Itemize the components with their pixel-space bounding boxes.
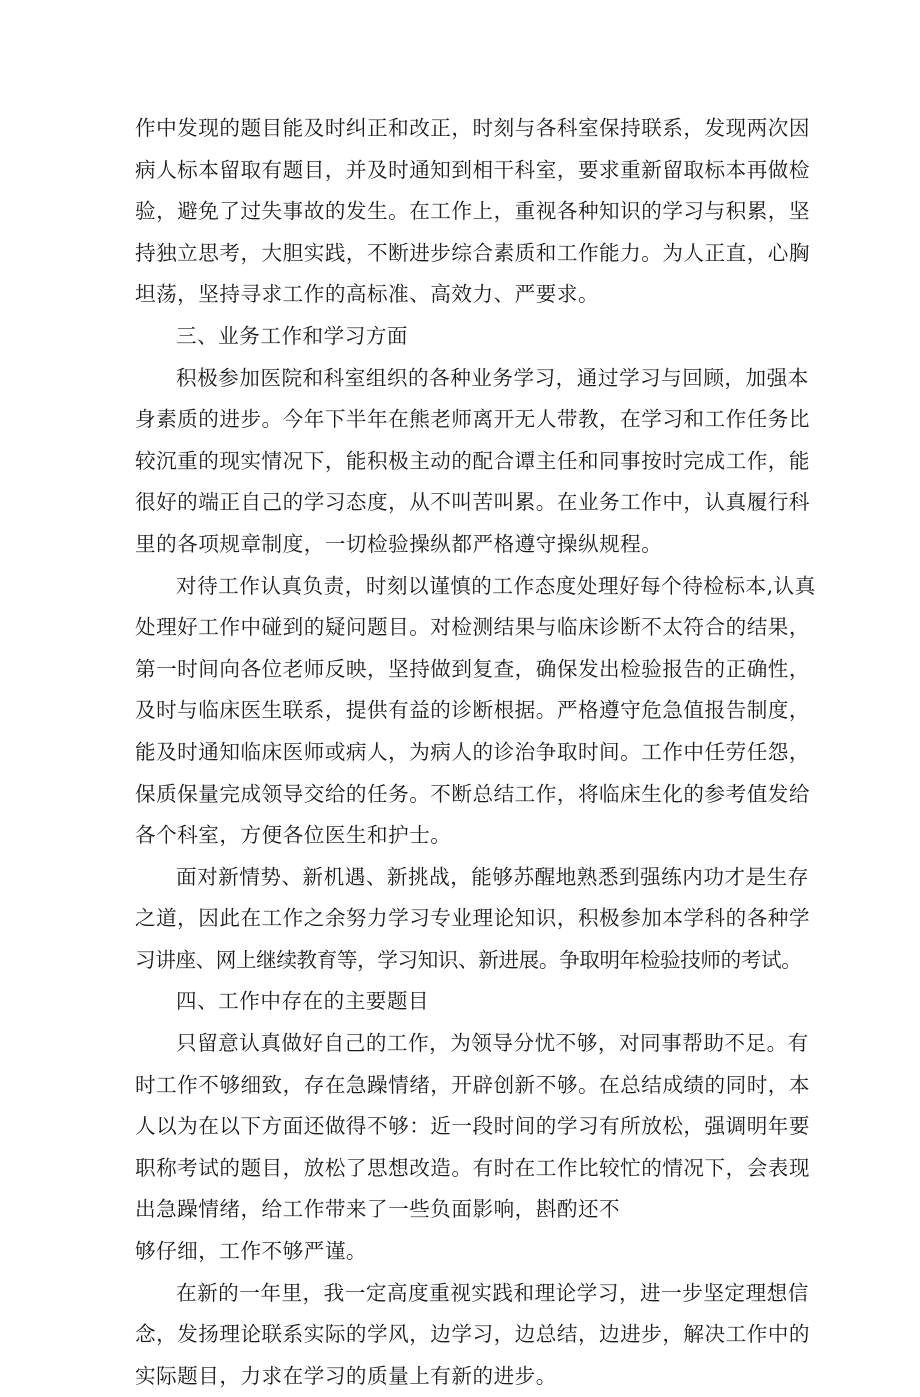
text-line: 第一时间向各位老师反映，坚持做到复查，确保发出检验报告的正确性， (135, 656, 810, 681)
text-line: 身素质的进步。今年下半年在熊老师离开无人带教，在学习和工作任务比 (135, 407, 810, 432)
text-line: 验，避免了过失事故的发生。在工作上，重视各种知识的学习与积累，坚 (135, 199, 810, 224)
text-line: 能及时通知临床医师或病人，为病人的诊治争取时间。工作中任劳任怨， (135, 739, 810, 764)
paragraph-first-line: 在新的一年里，我一定高度重视实践和理论学习，进一步坚定理想信 (176, 1280, 809, 1305)
text-line: 保质保量完成领导交给的任务。不断总结工作，将临床生化的参考值发给 (135, 781, 810, 806)
text-line: 坦荡，坚持寻求工作的高标准、高效力、严要求。 (135, 282, 600, 307)
text-line: 之道，因此在工作之余努力学习专业理论知识，积极参加本学科的各种学 (135, 906, 810, 931)
paragraph-first-line: 对待工作认真负责，时刻以谨慎的工作态度处理好每个待检标本,认真 (176, 573, 816, 598)
text-line: 各个科室，方便各位医生和护士。 (135, 823, 452, 848)
paragraph-first-line: 只留意认真做好自己的工作，为领导分忧不够，对同事帮助不足。有 (176, 1031, 809, 1056)
text-line: 出急躁情绪，给工作带来了一些负面影响，斟酌还不 (135, 1197, 621, 1222)
text-line: 作中发现的题目能及时纠正和改正，时刻与各科室保持联系，发现两次因 (135, 116, 810, 140)
paragraph-first-line: 积极参加医院和科室组织的各种业务学习，通过学习与回顾，加强本 (176, 365, 809, 390)
text-line: 处理好工作中碰到的疑问题目。对检测结果与临床诊断不太符合的结果， (135, 615, 810, 640)
text-line: 较沉重的现实情况下，能积极主动的配合谭主任和同事按时完成工作，能 (135, 448, 810, 473)
text-line: 职称考试的题目，放松了思想改造。有时在工作比较忙的情况下，会表现 (135, 1155, 810, 1180)
text-line: 时工作不够细致，存在急躁情绪，开辟创新不够。在总结成绩的同时，本 (135, 1072, 810, 1097)
document-body (135, 108, 816, 1397)
text-line: 病人标本留取有题目，并及时通知到相干科室，要求重新留取标本再做检 (135, 157, 810, 182)
text-line: 够仔细，工作不够严谨。 (135, 1239, 368, 1264)
text-line: 很好的端正自己的学习态度，从不叫苦叫累。在业务工作中，认真履行科 (135, 490, 810, 515)
text-line: 里的各项规章制度，一切检验操纵都严格遵守操纵规程。 (135, 531, 663, 556)
paragraph-first-line: 四、工作中存在的主要题目 (176, 989, 430, 1014)
paragraph-first-line: 面对新情势、新机遇、新挑战，能够苏醒地熟悉到强练内功才是生存 (176, 864, 809, 889)
text-line: 持独立思考，大胆实践，不断进步综合素质和工作能力。为人正直，心胸 (135, 240, 810, 265)
text-line: 人以为在以下方面还做得不够：近一段时间的学习有所放松，强调明年要 (135, 1114, 810, 1139)
text-line: 及时与临床医生联系，提供有益的诊断根据。严格遵守危急值报告制度， (135, 698, 810, 723)
paragraph-first-line: 三、业务工作和学习方面 (176, 323, 409, 348)
text-line: 实际题目，力求在学习的质量上有新的进步。 (135, 1363, 557, 1388)
text-line: 念，发扬理论联系实际的学风，边学习，边总结，边进步，解决工作中的 (135, 1322, 810, 1347)
text-line: 习讲座、网上继续教育等，学习知识、新进展。争取明年检验技师的考试。 (135, 947, 802, 972)
